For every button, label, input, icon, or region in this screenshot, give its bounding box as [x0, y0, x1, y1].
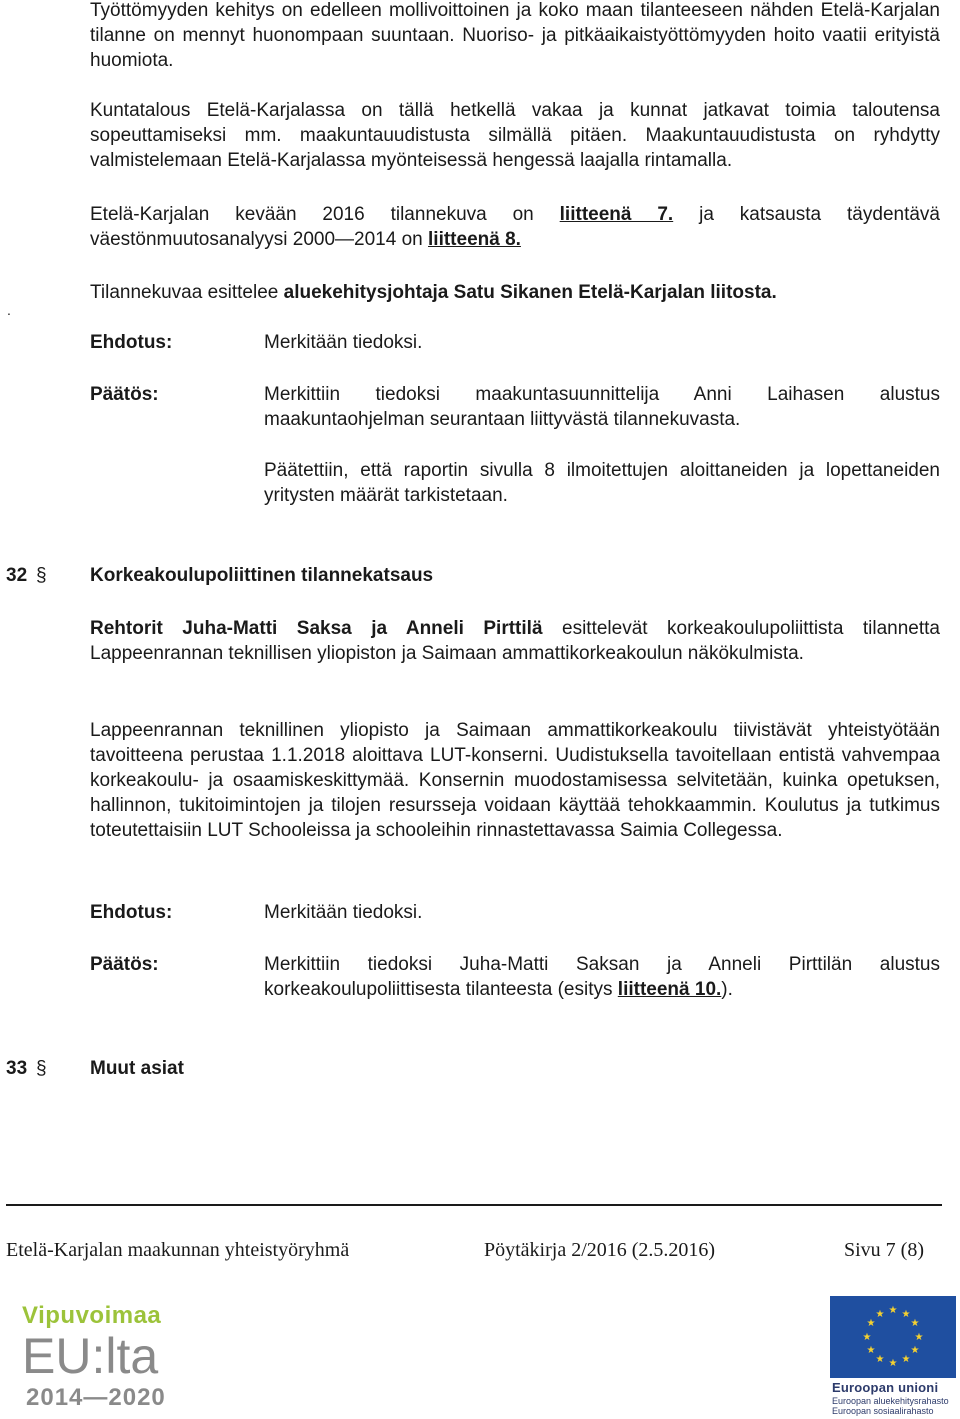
svg-text:★: ★ [866, 1345, 876, 1356]
ehdotus-text-2: Merkitään tiedoksi. [264, 902, 423, 923]
section-mark: § [36, 565, 47, 586]
ehdotus-text-1: Merkitään tiedoksi. [264, 332, 423, 353]
section-mark: § [36, 1058, 47, 1079]
text: ). [721, 979, 733, 1000]
rectors-names: Rehtorit Juha-Matti Saksa ja Anneli Pirttilä [90, 618, 543, 639]
footer-organization: Etelä-Karjalan maakunnan yhteistyöryhmä [6, 1239, 350, 1261]
stray-mark: . [7, 302, 11, 318]
section-32-heading [6, 563, 433, 588]
paragraph-unemployment: Työttömyyden kehitys on edelleen mollivoittoinen ja koko maan tilanteeseen nähden Etelä-Karjalan tilanne on mennyt huonompaan suuntaan. Nuoriso- ja pitkäaikaistyöttömyyden hoito vaatii erityistä huomiota. [90, 0, 940, 71]
attachment-7-link: liitteenä 7. [559, 204, 674, 225]
text: esittelevät korkeakoulupoliittista tilannetta Lappeenrannan teknillisen yliopiston ja Saimaan ammattikorkeakoulun näkökulmista. [90, 618, 940, 664]
section-number: 32 [6, 565, 28, 586]
eu-logo-title: Euroopan unioni [832, 1380, 939, 1395]
eu-logo-fund: Euroopan aluekehitysrahasto [832, 1396, 949, 1406]
section-number: 33 [6, 1058, 28, 1079]
paragraph-lut-group: Lappeenrannan teknillinen yliopisto ja Saimaan ammattikorkeakoulu tiivistävät yhteistyötään tavoitteena perustaa 1.1.2018 aloittava LUT-konserni. Uudistuksella tavoitellaan entistä vahvempaa korkeakoulu- ja osaamiskeskittymää. Konsernin muodostamisessa selvitetään, kuinka opetuksen, hallinnon, tukitoimintojen ja tilojen resursseja voidaan käyttää tehokkaammin. Koulutus ja tutkimus toteutettaisiin LUT Schooleissa ja schooleihin rinnastettavassa Saimia Collegessa. [90, 720, 940, 841]
ehdotus-label-2: Ehdotus: [90, 902, 173, 923]
section-33-heading [6, 1056, 184, 1081]
text: ja katsausta täydentävä väestönmuutosanalyysi 2000—2014 on [90, 204, 940, 250]
svg-text:★: ★ [888, 1305, 898, 1316]
paatos-label-1: Päätös: [90, 384, 159, 405]
vipuvoimaa-logo [22, 1302, 172, 1414]
logo-line: Vipuvoimaa [22, 1302, 162, 1329]
svg-text:★: ★ [901, 1309, 911, 1320]
svg-text:★: ★ [875, 1309, 885, 1320]
section-title: Korkeakoulupoliittinen tilannekatsaus [90, 565, 434, 586]
paragraph-presenter [90, 280, 940, 305]
attachment-8-link: liitteenä 8. [428, 229, 521, 250]
paragraph-municipal-economy: Kuntatalous Etelä-Karjalassa on tällä hetkellä vakaa ja kunnat jatkavat toimia taloutensa sopeuttamiseksi mm. maakuntauudistusta silmällä pitäen. Maakuntauudistusta on ryhdytty valmistelemaan Etelä-Karjalassa myönteisessä hengessä laajalla rintamalla. [90, 100, 940, 171]
svg-text:★: ★ [910, 1318, 920, 1329]
paragraph-situation-picture [90, 202, 940, 252]
logo-line: EU:lta [22, 1328, 159, 1384]
text: Tilannekuvaa esittelee [90, 282, 284, 303]
footer-divider [6, 1204, 942, 1206]
paatos-label-2: Päätös: [90, 954, 159, 975]
eu-flag-icon [830, 1296, 956, 1378]
presenter-name: aluekehitysjohtaja Satu Sikanen Etelä-Karjalan liitosta. [283, 282, 777, 303]
paragraph-rectors [90, 616, 940, 666]
svg-text:★: ★ [901, 1354, 911, 1365]
ehdotus-label-1: Ehdotus: [90, 332, 173, 353]
attachment-10-link: liitteenä 10. [617, 979, 722, 1000]
svg-text:★: ★ [888, 1358, 898, 1369]
text: Merkittiin tiedoksi Juha-Matti Saksan ja Anneli Pirttilän alustus korkeakoulupoliittisesta tilanteesta (esitys [264, 954, 940, 1000]
eu-stars-icon [830, 1296, 956, 1378]
footer-page-number: Sivu 7 (8) [844, 1239, 924, 1261]
svg-text:★: ★ [862, 1332, 872, 1343]
svg-text:★: ★ [875, 1354, 885, 1365]
paatos-text-1b: Päätettiin, että raportin sivulla 8 ilmoitettujen aloittaneiden ja lopettaneiden yritysten määrät tarkistetaan. [264, 460, 940, 506]
logo-line: 2014—2020 [26, 1384, 166, 1411]
section-title: Muut asiat [90, 1058, 184, 1079]
svg-text:★: ★ [866, 1318, 876, 1329]
eu-logo-fund: Euroopan sosiaalirahasto [832, 1406, 934, 1416]
text: Etelä-Karjalan kevään 2016 tilannekuva on [90, 204, 560, 225]
paatos-text-1a: Merkittiin tiedoksi maakuntasuunnittelija Anni Laihasen alustus maakuntaohjelman seurantaan liittyvästä tilannekuvasta. [264, 384, 940, 430]
svg-text:★: ★ [914, 1332, 924, 1343]
footer-document: Pöytäkirja 2/2016 (2.5.2016) [484, 1239, 716, 1261]
paatos-text-2 [264, 952, 940, 1002]
eu-logo [830, 1296, 956, 1416]
svg-text:★: ★ [910, 1345, 920, 1356]
